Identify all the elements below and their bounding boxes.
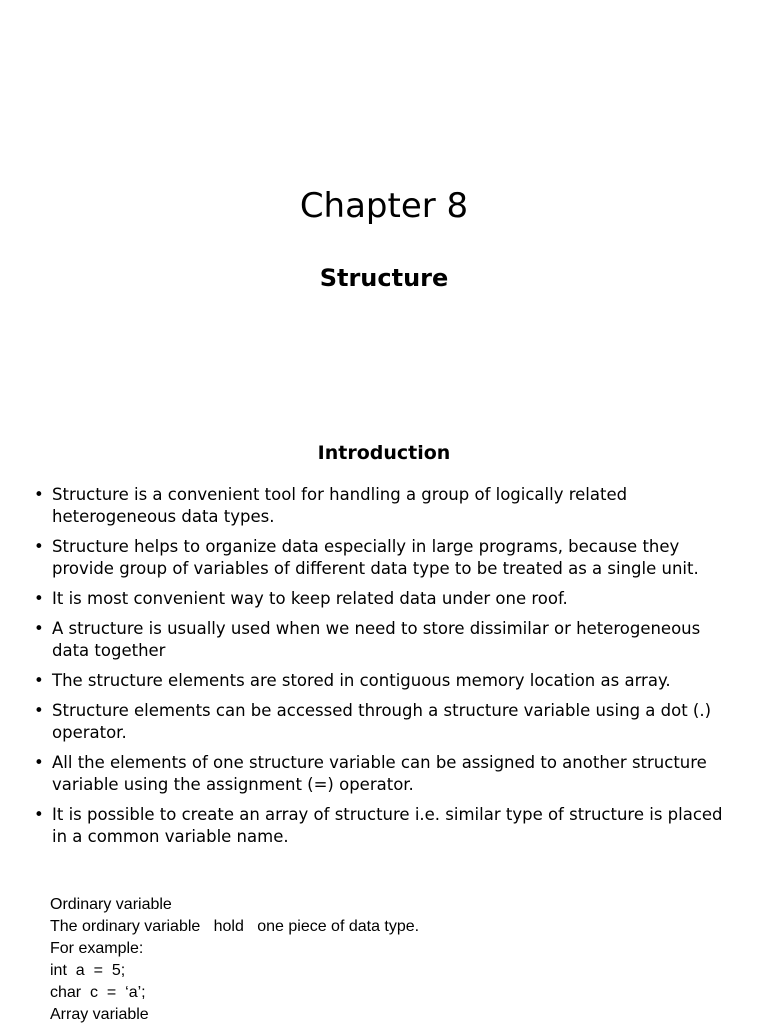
bullet-icon: • xyxy=(34,671,44,690)
bullet-text: Structure helps to organize data especially in large programs, because they provide group of variables of different data type to be treated as a single unit. xyxy=(52,537,699,578)
bullet-icon: • xyxy=(34,589,44,608)
chapter-title: Chapter 8 xyxy=(299,186,469,226)
example-line: char c = ‘a’; xyxy=(50,984,146,1001)
section-heading: Introduction xyxy=(317,442,451,464)
bullet-icon: • xyxy=(34,537,44,556)
bullet-text: Structure is a convenient tool for handling a group of logically related heterogeneous data types. xyxy=(52,485,628,526)
example-line: For example: xyxy=(50,940,144,957)
list-item xyxy=(30,536,740,580)
bullet-text: All the elements of one structure variable can be assigned to another structure variable using the assignment (=) operator. xyxy=(52,753,707,794)
list-item xyxy=(30,670,740,692)
bullet-text: A structure is usually used when we need to store dissimilar or heterogeneous data together xyxy=(52,619,701,660)
bullet-icon: • xyxy=(34,619,44,638)
example-line: The ordinary variable hold one piece of data type. xyxy=(50,918,420,935)
example-line: int a = 5; xyxy=(50,962,126,979)
list-item xyxy=(30,700,740,744)
example-line: Array variable xyxy=(50,1006,149,1023)
bullet-text: It is possible to create an array of structure i.e. similar type of structure is placed in a common variable name. xyxy=(52,805,723,846)
bullet-text: Structure elements can be accessed through a structure variable using a dot (.) operator. xyxy=(52,701,712,742)
list-item xyxy=(30,752,740,796)
bullet-icon: • xyxy=(34,805,44,824)
bullet-text: It is most convenient way to keep related data under one roof. xyxy=(52,589,568,608)
example-block xyxy=(50,894,750,1026)
list-item xyxy=(30,804,740,848)
example-line: Ordinary variable xyxy=(50,896,172,913)
bullet-text: The structure elements are stored in contiguous memory location as array. xyxy=(52,671,671,690)
bullet-list xyxy=(30,484,740,856)
page-subtitle: Structure xyxy=(319,264,449,292)
list-item xyxy=(30,588,740,610)
bullet-icon: • xyxy=(34,485,44,504)
bullet-icon: • xyxy=(34,701,44,720)
list-item xyxy=(30,484,740,528)
bullet-icon: • xyxy=(34,753,44,772)
list-item xyxy=(30,618,740,662)
